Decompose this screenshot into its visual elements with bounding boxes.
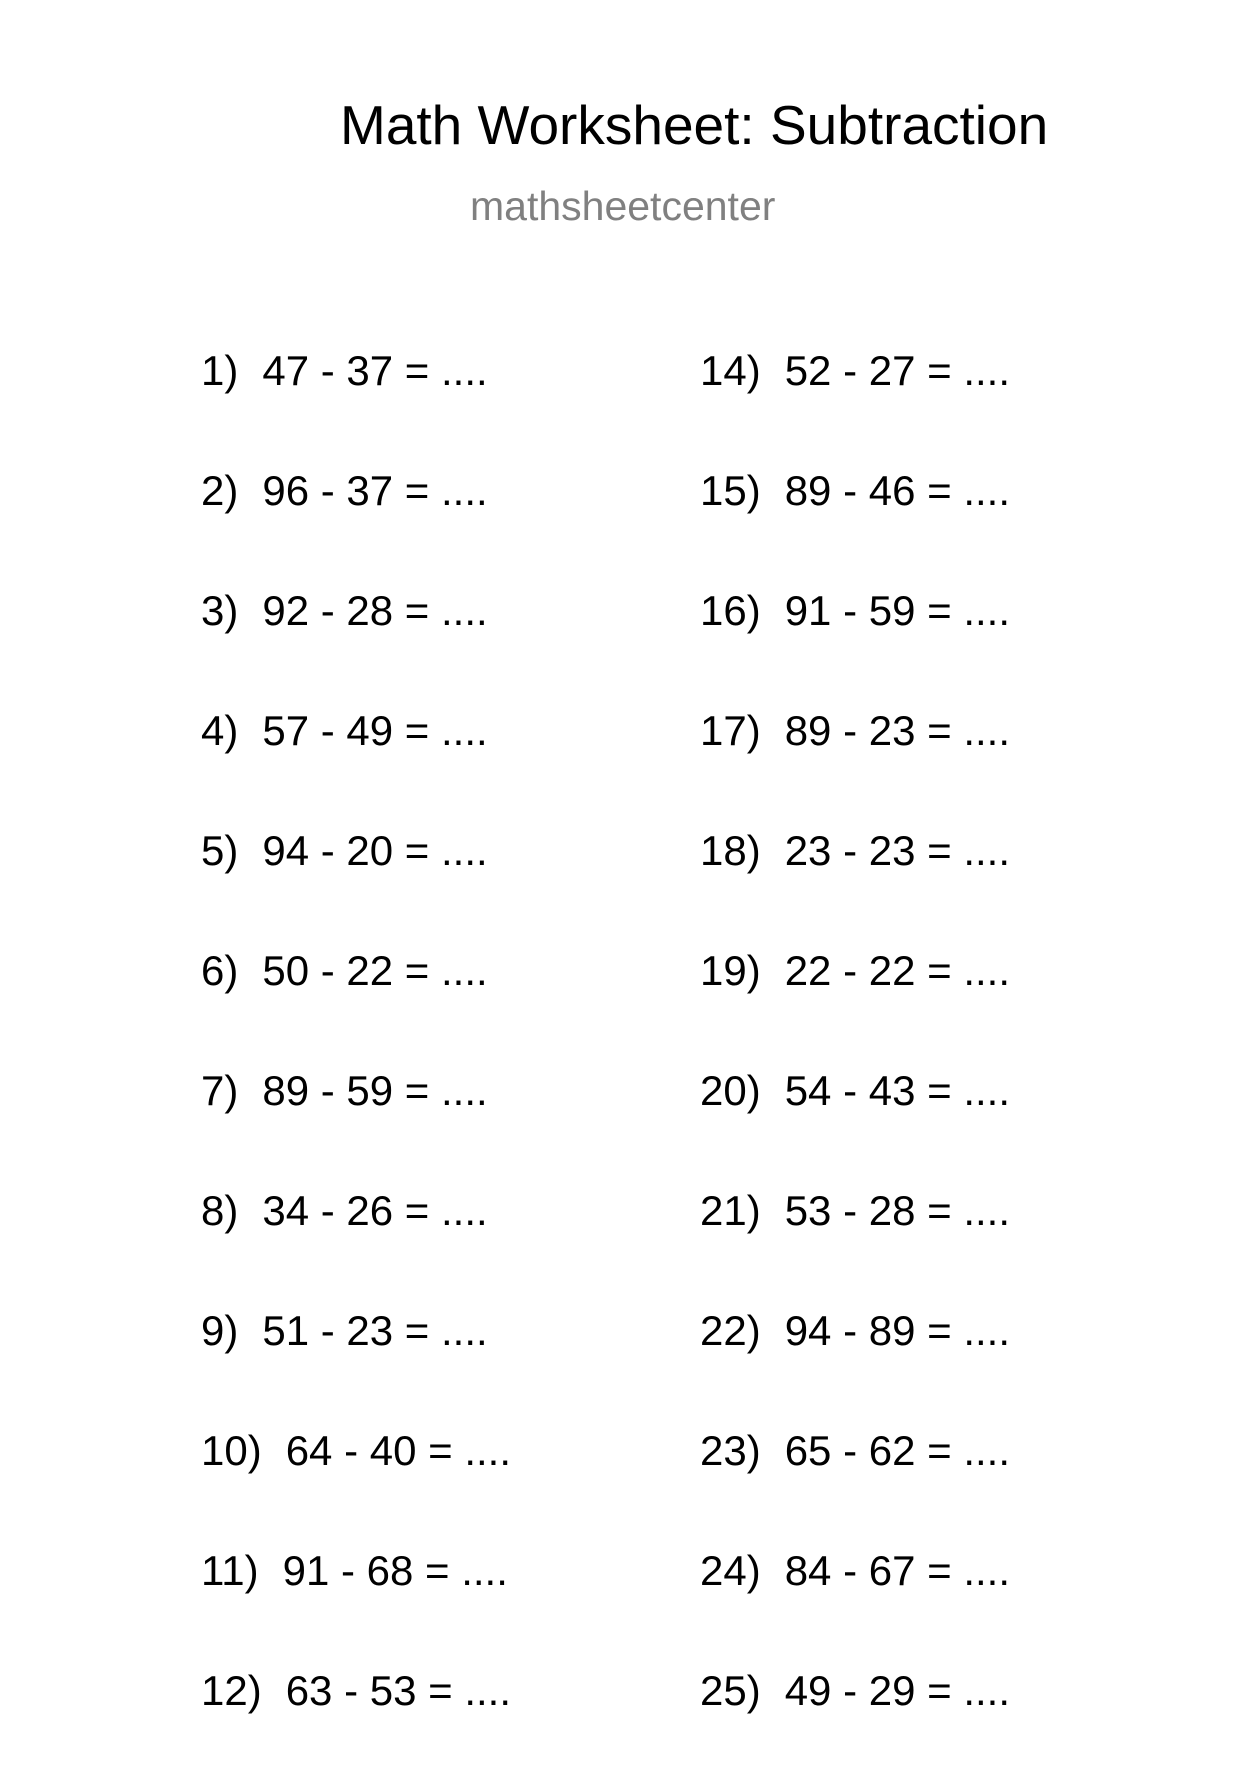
- problem-number: 21): [700, 1187, 761, 1234]
- problem-item: [700, 587, 1200, 710]
- problem-expression: 91 - 59 = ....: [784, 587, 1011, 634]
- problem-expression: 96 - 37 = ....: [262, 467, 488, 514]
- problem-item: [201, 947, 701, 1070]
- problem-expression: 51 - 23 = ....: [262, 1307, 488, 1354]
- problem-item: [201, 1427, 701, 1550]
- problem-number: 1): [201, 347, 239, 394]
- problem-number: 24): [700, 1547, 761, 1594]
- problem-expression: 63 - 53 = ....: [285, 1667, 512, 1714]
- problem-item: [700, 1187, 1200, 1310]
- problem-number: 11): [201, 1547, 259, 1594]
- problem-expression: 50 - 22 = ....: [262, 947, 488, 994]
- problem-expression: 92 - 28 = ....: [262, 587, 488, 634]
- problem-item: [700, 827, 1200, 950]
- worksheet-source: mathsheetcenter: [470, 183, 776, 229]
- problem-number: 16): [700, 587, 761, 634]
- problem-item: [700, 1667, 1200, 1790]
- problem-number: 10): [201, 1427, 262, 1474]
- problem-item: [700, 947, 1200, 1070]
- problem-column-left: [201, 347, 701, 1790]
- problem-item: [700, 1427, 1200, 1550]
- problem-item: [201, 1667, 701, 1790]
- problem-column-right: [700, 347, 1200, 1790]
- problem-number: 15): [700, 467, 761, 514]
- problem-item: [201, 587, 701, 710]
- problem-item: [201, 347, 701, 470]
- problem-expression: 53 - 28 = ....: [784, 1187, 1011, 1234]
- problem-expression: 52 - 27 = ....: [784, 347, 1011, 394]
- problem-number: 22): [700, 1307, 761, 1354]
- problem-item: [700, 467, 1200, 590]
- problem-expression: 65 - 62 = ....: [784, 1427, 1011, 1474]
- problem-number: 18): [700, 827, 761, 874]
- problem-expression: 94 - 89 = ....: [784, 1307, 1011, 1354]
- problem-number: 9): [201, 1307, 239, 1354]
- problem-item: [700, 347, 1200, 470]
- problem-expression: 23 - 23 = ....: [784, 827, 1011, 874]
- problem-number: 7): [201, 1067, 239, 1114]
- problem-expression: 57 - 49 = ....: [262, 707, 488, 754]
- problem-expression: 54 - 43 = ....: [784, 1067, 1011, 1114]
- problem-number: 25): [700, 1667, 761, 1714]
- problem-number: 12): [201, 1667, 262, 1714]
- problem-number: 14): [700, 347, 761, 394]
- problem-item: [201, 1187, 701, 1310]
- problem-expression: 49 - 29 = ....: [784, 1667, 1011, 1714]
- problem-expression: 84 - 67 = ....: [784, 1547, 1011, 1594]
- problem-number: 19): [700, 947, 761, 994]
- problem-expression: 64 - 40 = ....: [285, 1427, 512, 1474]
- problem-item: [700, 707, 1200, 830]
- problem-item: [700, 1067, 1200, 1190]
- problem-number: 8): [201, 1187, 239, 1234]
- problem-expression: 22 - 22 = ....: [784, 947, 1011, 994]
- problem-number: 20): [700, 1067, 761, 1114]
- problem-number: 23): [700, 1427, 761, 1474]
- problem-number: 2): [201, 467, 239, 514]
- worksheet-title: Math Worksheet: Subtraction: [340, 94, 1049, 156]
- problem-number: 5): [201, 827, 239, 874]
- problem-expression: 34 - 26 = ....: [262, 1187, 488, 1234]
- problem-item: [700, 1547, 1200, 1670]
- problem-expression: 94 - 20 = ....: [262, 827, 488, 874]
- problem-number: 6): [201, 947, 239, 994]
- problem-item: [201, 1067, 701, 1190]
- problem-item: [201, 827, 701, 950]
- problem-expression: 91 - 68 = ....: [282, 1547, 508, 1594]
- problem-expression: 89 - 46 = ....: [784, 467, 1011, 514]
- problem-number: 4): [201, 707, 239, 754]
- problem-item: [201, 467, 701, 590]
- problem-item: [700, 1307, 1200, 1430]
- problem-expression: 47 - 37 = ....: [262, 347, 488, 394]
- problem-item: [201, 1547, 701, 1670]
- problem-expression: 89 - 59 = ....: [262, 1067, 488, 1114]
- problem-expression: 89 - 23 = ....: [784, 707, 1011, 754]
- problem-item: [201, 707, 701, 830]
- problem-number: 3): [201, 587, 239, 634]
- problem-number: 17): [700, 707, 761, 754]
- problem-item: [201, 1307, 701, 1430]
